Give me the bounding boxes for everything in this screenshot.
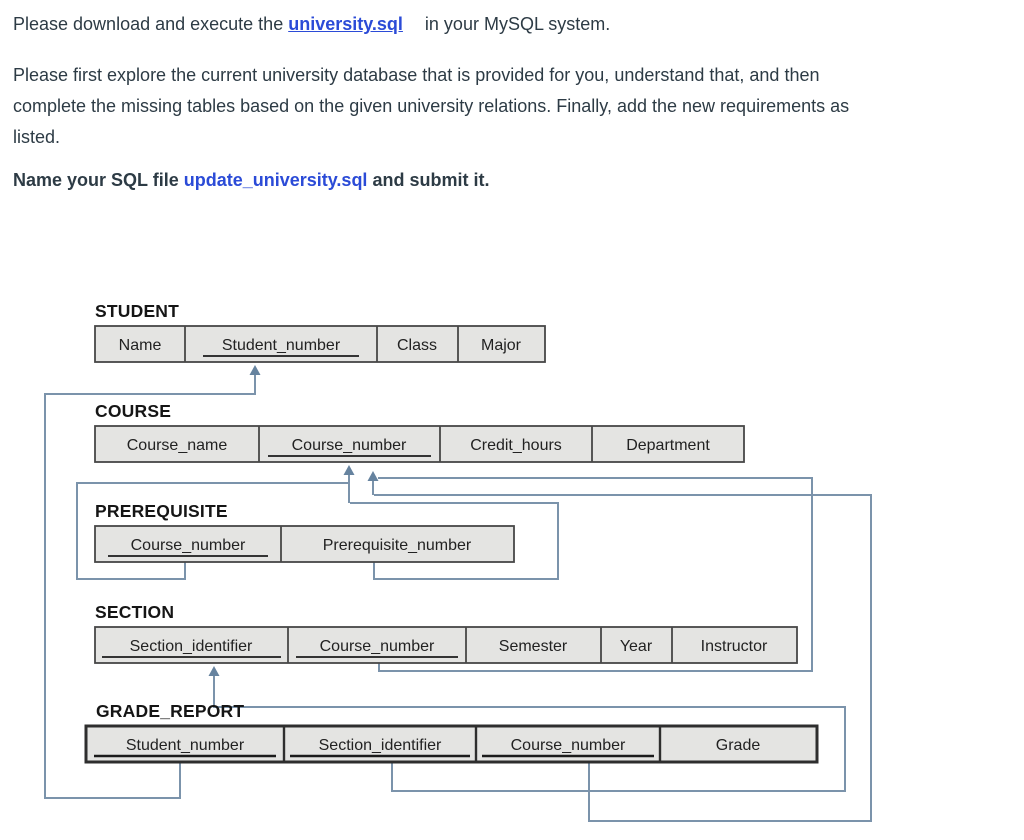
student-table-title: STUDENT: [95, 301, 180, 321]
student-col-class: Class: [396, 337, 438, 354]
prerequisite-col-course-number: Course_number: [130, 537, 246, 554]
p1-suffix: in your MySQL system.: [424, 14, 611, 34]
fk-arrowhead-section: [209, 666, 220, 676]
course-col-credit-hours: Credit_hours: [470, 437, 562, 454]
course-col-department: Department: [626, 437, 710, 454]
grade-report-col-grade: Grade: [715, 737, 761, 754]
grade-report-table: [86, 701, 817, 762]
section-col-instructor: Instructor: [700, 638, 768, 655]
course-table: [95, 401, 744, 462]
section-col-section-identifier: Section_identifier: [129, 638, 253, 655]
grade-report-col-section-identifier: Section_identifier: [318, 737, 442, 754]
update-university-sql-filename: update_university.sql: [183, 170, 368, 190]
student-col-name: Name: [118, 337, 162, 354]
grade-report-col-course-number: Course_number: [510, 737, 626, 754]
section-col-year: Year: [619, 638, 653, 655]
p1-prefix: Please download and execute the: [13, 14, 289, 34]
university-sql-link[interactable]: university.sql: [288, 14, 403, 34]
course-col-course-name: Course_name: [126, 437, 228, 454]
prerequisite-col-prerequisite-number: Prerequisite_number: [322, 537, 472, 554]
section-table-title: SECTION: [95, 602, 175, 622]
p3-prefix: Name your SQL file: [13, 170, 184, 190]
section-table: [95, 602, 797, 663]
fk-arrowhead-course-1: [344, 465, 355, 475]
student-table: [95, 301, 545, 362]
prerequisite-table-title: PREREQUISITE: [95, 501, 228, 521]
p3-suffix: and submit it.: [367, 170, 490, 190]
course-col-course-number: Course_number: [291, 437, 407, 454]
section-col-course-number: Course_number: [319, 638, 435, 655]
fk-arrowhead-course-2: [368, 471, 379, 481]
student-col-major: Major: [480, 337, 522, 354]
p2-line-2: complete the missing tables based on the given university relations. Finally, add the new requirements as: [13, 96, 850, 116]
course-table-title: COURSE: [95, 401, 172, 421]
grade-report-table-title: GRADE_REPORT: [96, 701, 245, 721]
p2-line-3: listed.: [13, 127, 61, 147]
p2-line-1: Please first explore the current university database that is provided for you, understand that, and then: [13, 65, 820, 85]
student-col-student-number: Student_number: [221, 337, 341, 354]
section-col-semester: Semester: [498, 638, 568, 655]
prerequisite-table: [95, 501, 514, 562]
fk-arrowhead-student: [250, 365, 261, 375]
grade-report-col-student-number: Student_number: [125, 737, 245, 754]
